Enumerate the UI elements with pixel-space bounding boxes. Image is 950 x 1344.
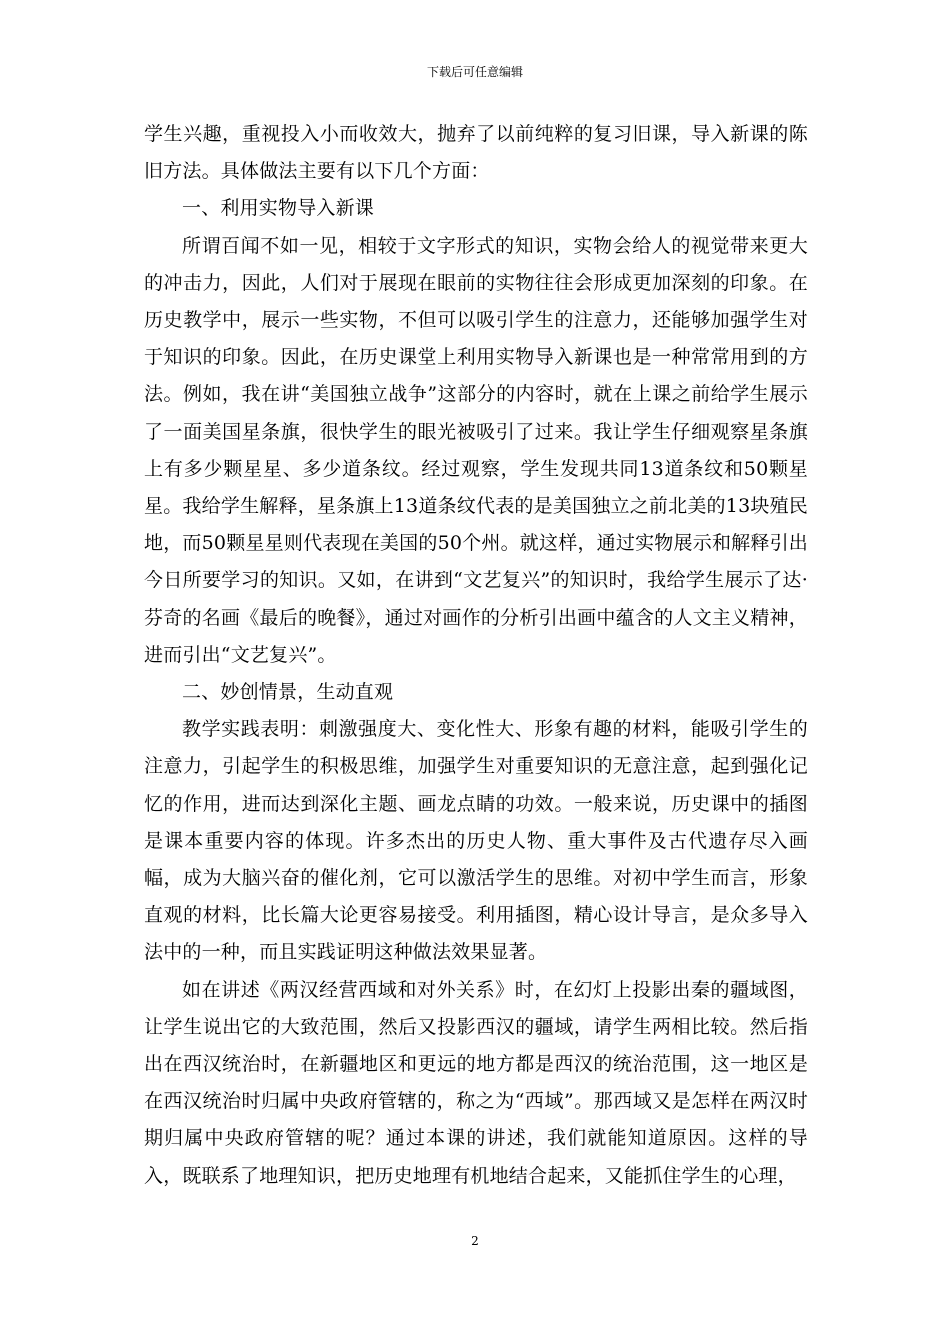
section-heading-1: 一、利用实物导入新课 — [182, 197, 375, 220]
section-heading-2: 二、妙创情景，生动直观 — [182, 681, 394, 704]
document-body — [144, 116, 808, 1195]
paragraph: 如在讲述《两汉经营西域和对外关系》时，在幻灯上投影出秦的疆域图，让学生说出它的大致范围，然后又投影西汉的疆域，请学生两相比较。然后指出在西汉统治时，在新疆地区和更远的地方都是西汉的统治范围，这一地区是在西汉统治时归属中央政府管辖的，称之为“西域”。那西域又是怎样在两汉时期归属中央政府管辖的呢？通过本课的讲述，我们就能知道原因。这样的导入，既联系了地理知识，把历史地理有机地结合起来，又能抓住学生的心理， — [144, 978, 808, 1187]
page-number: 2 — [471, 1234, 479, 1248]
paragraph: 所谓百闻不如一见，相较于文字形式的知识，实物会给人的视觉带来更大的冲击力，因此，人们对于展现在眼前的实物往往会形成更加深刻的印象。在历史教学中，展示一些实物，不但可以吸引学生的注意力，还能够加强学生对于知识的印象。因此，在历史课堂上利用实物导入新课也是一种常常用到的方法。例如，我在讲“美国独立战争”这部分的内容时，就在上课之前给学生展示了一面美国星条旗，很快学生的眼光被吸引了过来。我让学生仔细观察星条旗上有多少颗星星、多少道条纹。经过观察，学生发现共同13道条纹和50颗星星。我给学生解释，星条旗上13道条纹代表的是美国独立之前北美的13块殖民地，而50颗星星则代表现在美国的50个州。就这样，通过实物展示和解释引出今日所要学习的知识。又如，在讲到“文艺复兴”的知识时，我给学生展示了达·芬奇的名画《最后的晚餐》，通过对画作的分析引出画中蕴含的人文主义精神，进而引出“文艺复兴”。 — [144, 234, 808, 666]
page-header: 下载后可任意编辑 — [426, 65, 523, 79]
paragraph: 学生兴趣，重视投入小而收效大，抛弃了以前纯粹的复习旧课，导入新课的陈旧方法。具体做法主要有以下几个方面： — [144, 123, 808, 183]
paragraph: 教学实践表明：刺激强度大、变化性大、形象有趣的材料，能吸引学生的注意力，引起学生的积极思维，加强学生对重要知识的无意注意，起到强化记忆的作用，进而达到深化主题、画龙点睛的功效。一般来说，历史课中的插图是课本重要内容的体现。许多杰出的历史人物、重大事件及古代遗存尽入画幅，成为大脑兴奋的催化剂，它可以激活学生的思维。对初中学生而言，形象直观的材料，比长篇大论更容易接受。利用插图，精心设计导言，是众多导入法中的一种，而且实践证明这种做法效果显著。 — [144, 718, 808, 964]
